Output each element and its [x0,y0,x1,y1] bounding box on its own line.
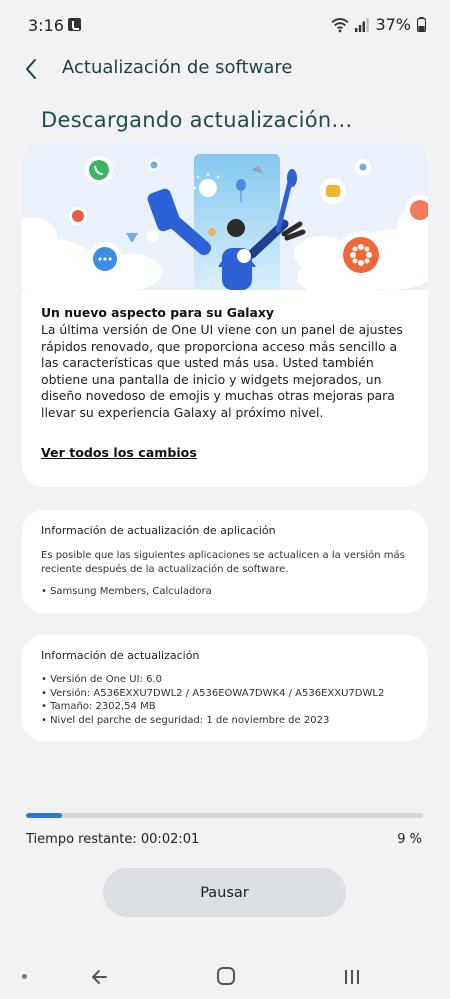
nav-back-button[interactable] [86,965,114,989]
battery-icon [417,17,426,32]
app-update-list: • Samsung Members, Calculadora [41,586,212,597]
card-description: La última versión de One UI viene con un panel de ajustes rápidos renovado, que proporciona acceso más sencillo a las características que usted más usa. Usted también obtiene una pantalla de inicio y widgets mejorados, un diseño novedoso de emojis y muchas otras mejoras para llevar su experiencia Galaxy al próximo nivel. [41,322,403,420]
update-info-list [41,673,409,727]
status-indicators [331,15,426,34]
app-bar [0,52,450,86]
nav-home-button[interactable] [217,967,235,985]
whats-new-card [22,142,428,487]
hero-illustration [22,142,428,290]
download-progress-fill [26,813,62,818]
music-notification-icon [68,18,81,31]
galaxy-illustration [22,142,428,290]
keyboard-dot-icon [22,974,27,979]
status-time: 3:16 [28,16,64,35]
list-item: • Tamaño: 2302,54 MB [41,701,156,712]
list-item: • Versión de One UI: 6.0 [41,674,162,685]
nav-recent-button[interactable] [341,967,363,987]
time-remaining: Tiempo restante: 00:02:01 [26,832,200,847]
see-all-changes-link[interactable]: Ver todos los cambios [41,445,197,460]
update-info-card [22,635,428,741]
card-title: Un nuevo aspecto para su Galaxy [41,305,274,320]
navigation-bar [0,958,450,999]
chevron-left-icon [24,58,38,80]
wifi-icon [331,17,349,33]
list-item: • Nivel del parche de seguridad: 1 de noviembre de 2023 [41,714,330,726]
battery-percent: 37% [375,15,411,34]
pause-button[interactable]: Pausar [103,868,346,917]
nav-back-icon [86,965,114,989]
back-button[interactable] [14,52,48,86]
app-title: Actualización de software [62,57,293,78]
signal-icon [355,17,369,33]
progress-percent: 9 % [397,832,422,847]
update-info-heading: Información de actualización [41,649,200,662]
list-item: • Versión: A536EXXU7DWL2 / A536EOWA7DWK4 / A536EXXU7DWL2 [41,687,385,699]
download-progress-bar [26,813,423,818]
status-bar [0,0,450,52]
nav-recent-icon [341,967,363,987]
app-update-description: Es posible que las siguientes aplicaciones se actualicen a la versión más reciente después de la actualización de software. [41,550,405,575]
app-update-heading: Información de actualización de aplicación [41,524,276,537]
app-update-info-card [22,510,428,613]
page-heading: Descargando actualización... [41,108,353,132]
